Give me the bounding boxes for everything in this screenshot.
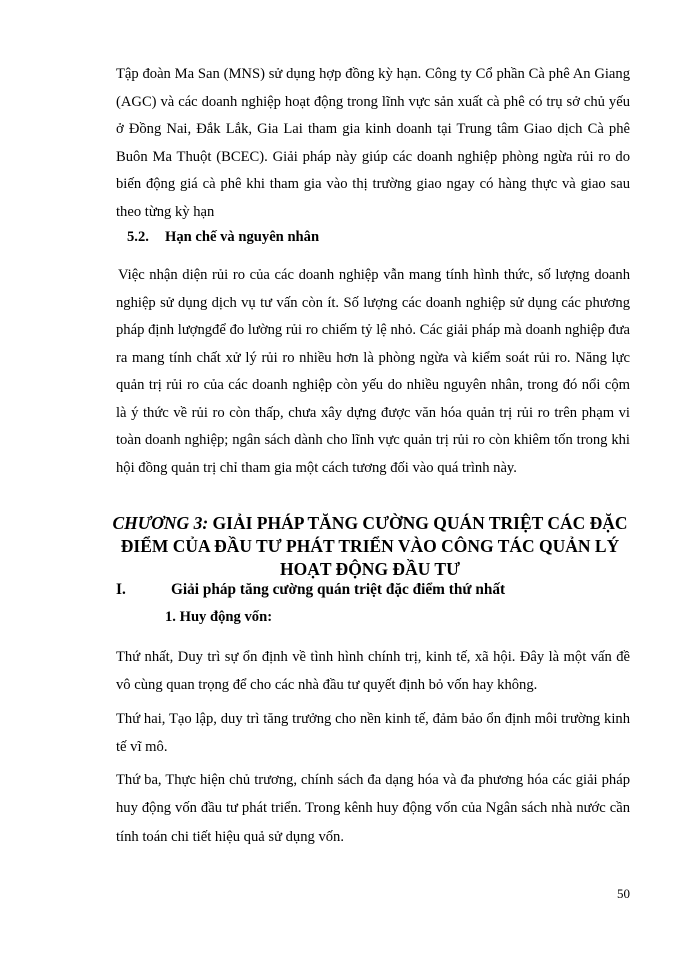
subsection-1-paragraph-2: Thứ hai, Tạo lập, duy trì tăng trưởng cho nền kinh tế, đảm bảo ổn định môi trường kinh tế vĩ mô. [116,711,630,756]
section-5-2-number: 5.2. [127,229,149,245]
section-5-2-body: Việc nhận diện rủi ro của các doanh nghiệp vẫn mang tính hình thức, số lượng doanh nghiệp sử dụng dịch vụ tư vấn còn ít. Số lượng các doanh nghiệp sử dụng các phương pháp định lượngđể đo lường rủi ro chiếm tỷ lệ nhỏ. Các giải pháp mà doanh nghiệp đưa ra mang tính chất xử lý rủi ro nhiều hơn là phòng ngừa và kiểm soát rủi ro. Năng lực quản trị rủi ro của các doanh nghiệp còn yếu do nhiều nguyên nhân, trong đó nổi cộm là ý thức về rủi ro còn thấp, chưa xây dựng được văn hóa quản trị rủi ro trên phạm vi toàn doanh nghiệp; ngân sách dành cho lĩnh vực quản trị rủi ro còn khiêm tốn trong khi hội đồng quản trị chỉ tham gia một cách tương đối vào quá trình này. [116,267,630,476]
chapter-lead: CHƯƠNG 3: [112,513,209,533]
intro-paragraph: Tập đoàn Ma San (MNS) sử dụng hợp đồng kỳ hạn. Công ty Cổ phần Cà phê An Giang (AGC) và các doanh nghiệp hoạt động trong lĩnh vực sản xuất cà phê có trụ sở chủ yếu ở Đồng Nai, Đắk Lắk, Gia Lai tham gia kinh doanh tại Trung tâm Giao dịch Cà phê Buôn Ma Thuột (BCEC). Giải pháp này giúp các doanh nghiệp phòng ngừa rủi ro do biến động giá cà phê khi tham gia vào thị trường giao ngay có hàng thực và giao sau theo từng kỳ hạn [116,66,630,220]
section-I-number: I. [116,581,126,598]
page-number: 50 [617,886,630,901]
section-I-heading [116,581,505,599]
section-I-title: Giải pháp tăng cường quán triệt đặc điểm thứ nhất [171,581,506,598]
chapter-heading [110,512,630,581]
subsection-1-paragraph-1: Thứ nhất, Duy trì sự ổn định về tình hình chính trị, kinh tế, xã hội. Đây là một vấn đề vô cùng quan trọng để cho các nhà đầu tư quyết định bỏ vốn hay không. [116,649,630,694]
section-5-2-title: Hạn chế và nguyên nhân [165,229,320,245]
subsection-1-heading: 1. Huy động vốn: [165,609,273,625]
subsection-1-paragraph-3: Thứ ba, Thực hiện chủ trương, chính sách đa dạng hóa và đa phương hóa các giải pháp huy động vốn đầu tư phát triển. Trong kênh huy động vốn của Ngân sách nhà nước cần tính toán chi tiết hiệu quả sử dụng vốn. [116,772,630,845]
chapter-title: GIẢI PHÁP TĂNG CƯỜNG QUÁN TRIỆT CÁC ĐẶC ĐIỂM CỦA ĐẦU TƯ PHÁT TRIỂN VÀO CÔNG TÁC QUẢN LÝ HOẠT ĐỘNG ĐẦU TƯ [120,513,628,579]
section-5-2-heading [127,229,319,246]
